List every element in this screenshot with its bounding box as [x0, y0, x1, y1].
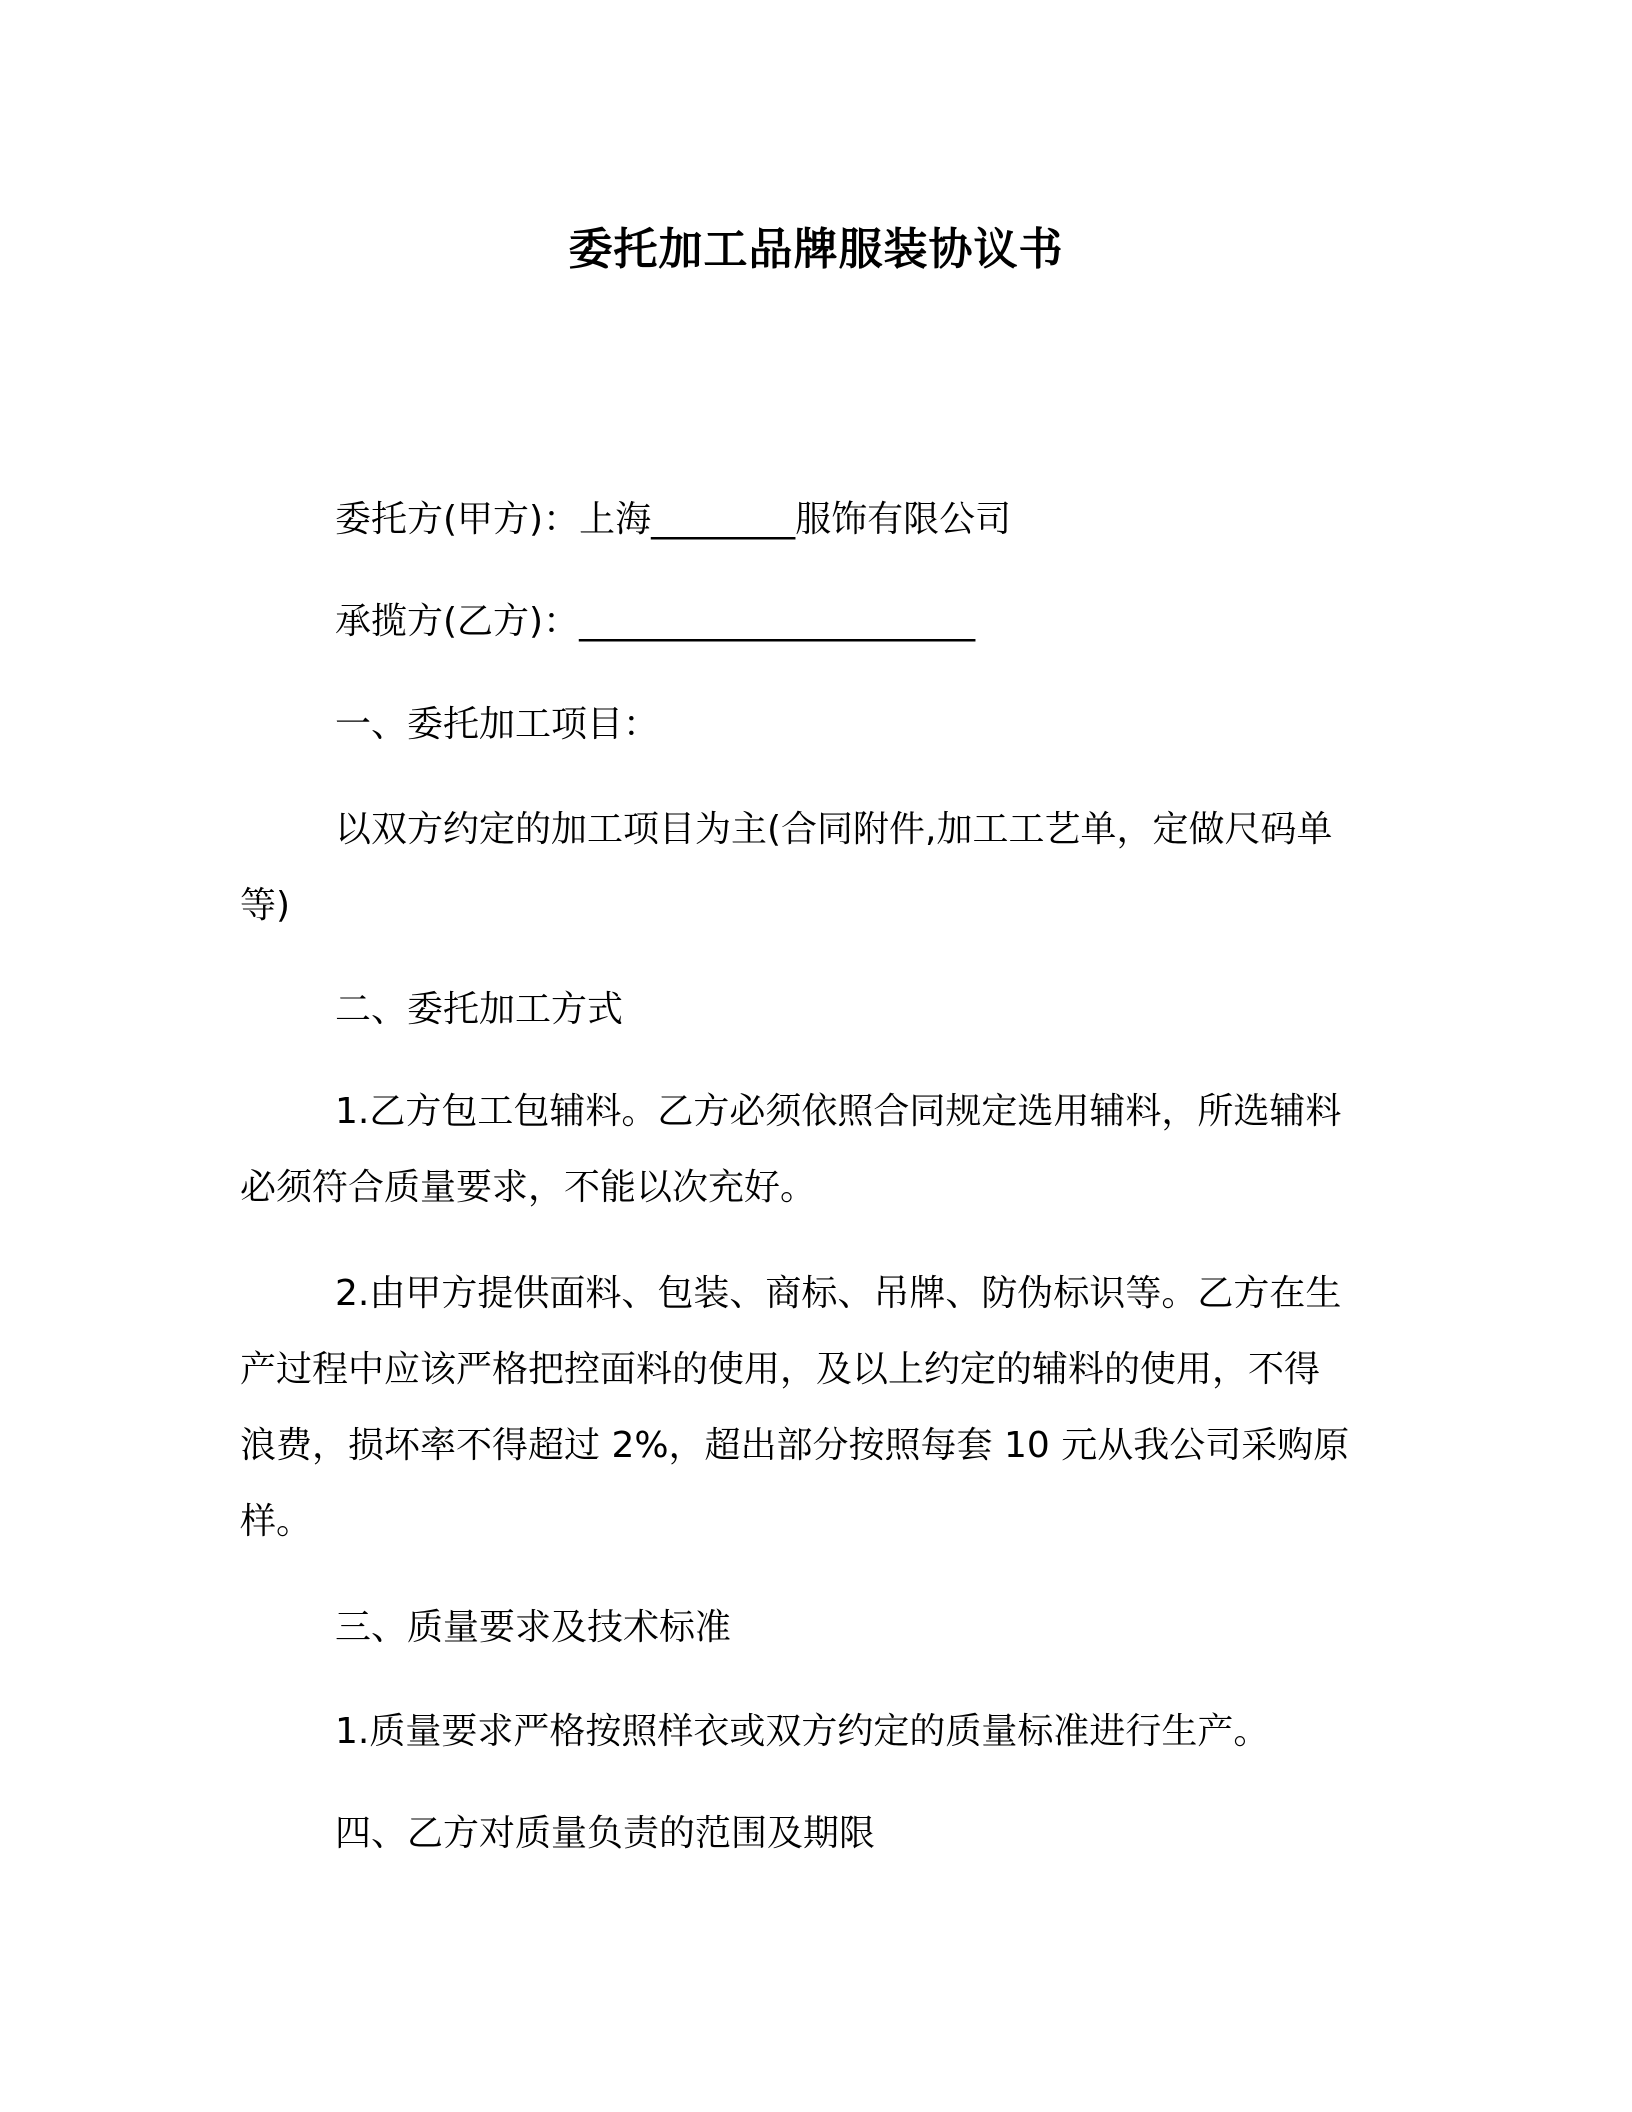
party-b-line [240, 584, 1380, 660]
section2-item1-line-1: 1.乙方包工包辅料。乙方必须依照合同规定选用辅料，所选辅料 [335, 1091, 1342, 1132]
section1-heading-text: 一、委托加工项目： [335, 704, 660, 745]
section2-heading [240, 972, 1380, 1048]
party-b-text: 承揽方(乙方)：______________________ [335, 601, 976, 642]
section2-item2-line-4: 样。 [240, 1501, 313, 1542]
section4-heading-text: 四、乙方对质量负责的范围及期限 [335, 1813, 876, 1854]
section2-item1 [240, 1074, 1380, 1226]
document-title: 委托加工品牌服装协议书 [568, 224, 1064, 275]
party-a-text: 委托方(甲方)：上海________服饰有限公司 [335, 499, 1012, 540]
section1-paragraph [240, 792, 1380, 944]
section2-item1-line-2: 必须符合质量要求，不能以次充好。 [240, 1167, 817, 1208]
section1-line-2: 等) [240, 885, 291, 926]
section3-heading [240, 1590, 1380, 1666]
section2-item2-line-1: 2.由甲方提供面料、包装、商标、吊牌、防伪标识等。乙方在生 [335, 1273, 1342, 1314]
section2-item2-line-2: 产过程中应该严格把控面料的使用，及以上约定的辅料的使用，不得 [240, 1349, 1321, 1390]
section3-heading-text: 三、质量要求及技术标准 [335, 1607, 732, 1648]
section1-line-1: 以双方约定的加工项目为主(合同附件,加工工艺单，定做尺码单 [335, 809, 1333, 850]
section2-item2-line-3: 浪费，损坏率不得超过 2%，超出部分按照每套 10 元从我公司采购原 [240, 1425, 1350, 1466]
section3-item1-text: 1.质量要求严格按照样衣或双方约定的质量标准进行生产。 [335, 1711, 1270, 1752]
section2-heading-text: 二、委托加工方式 [335, 989, 624, 1030]
section2-item2 [240, 1256, 1380, 1560]
section3-item1 [240, 1694, 1380, 1770]
section1-heading [240, 687, 1380, 763]
section4-heading [240, 1796, 1380, 1872]
party-a-line [240, 482, 1380, 558]
